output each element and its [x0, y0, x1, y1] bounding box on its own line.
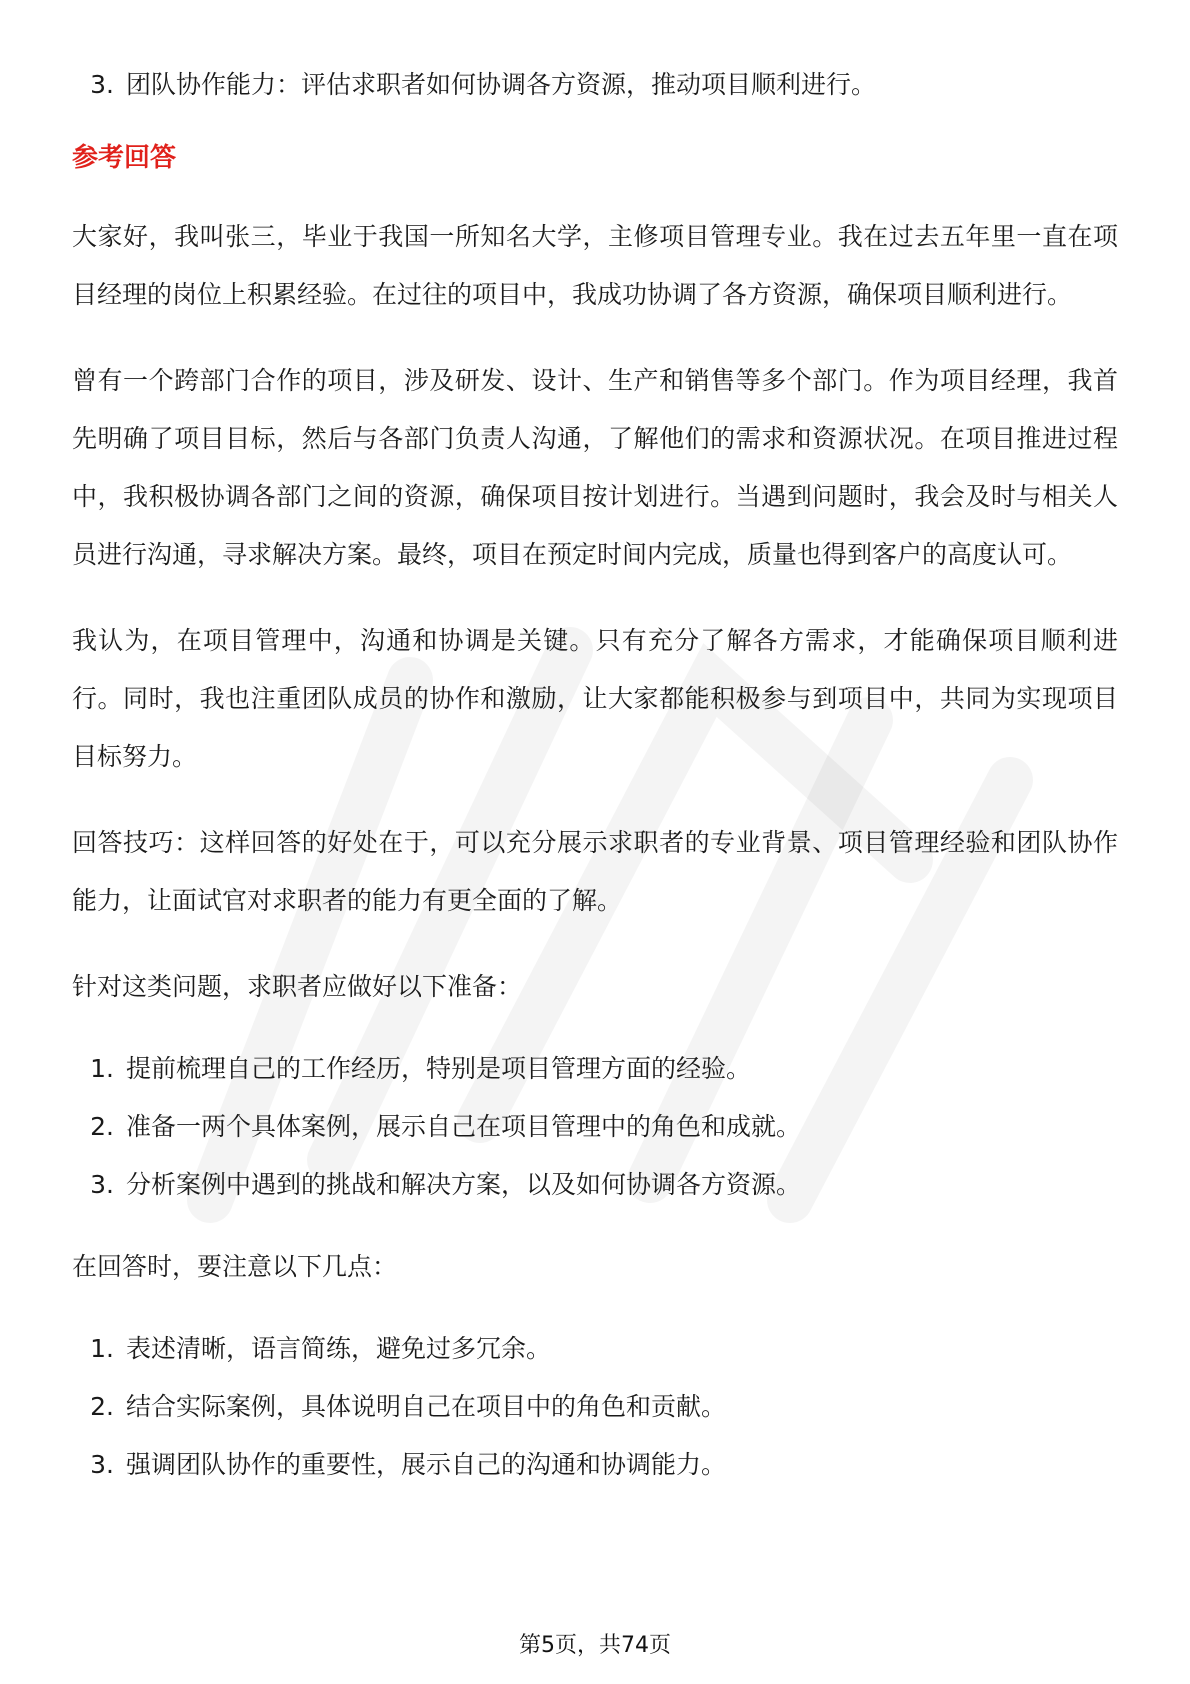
- list-number: 2.: [90, 1112, 114, 1141]
- prep-intro: 针对这类问题，求职者应做好以下准备：: [72, 972, 523, 1001]
- list-text: 结合实际案例，具体说明自己在项目中的角色和贡献。: [126, 1392, 727, 1421]
- list-number: 3.: [90, 1170, 114, 1199]
- list-number: 3.: [90, 70, 114, 99]
- list-text: 表述清晰，语言简练，避免过多冗余。: [126, 1334, 552, 1363]
- list-item: [72, 1320, 1118, 1378]
- list-number: 2.: [90, 1392, 114, 1421]
- top-list: [72, 56, 1118, 114]
- prep-list: [72, 1040, 1118, 1214]
- list-text: 准备一两个具体案例，展示自己在项目管理中的角色和成就。: [126, 1112, 802, 1141]
- list-text: 提前梳理自己的工作经历，特别是项目管理方面的经验。: [126, 1054, 752, 1083]
- section-heading: 参考回答: [72, 143, 177, 173]
- list-number: 1.: [90, 1334, 114, 1363]
- page-footer: 第5页，共74页: [519, 1633, 671, 1658]
- notes-list: [72, 1320, 1118, 1494]
- notes-intro: 在回答时，要注意以下几点：: [72, 1252, 398, 1281]
- paragraph-answer-tips: 回答技巧：这样回答的好处在于，可以充分展示求职者的专业背景、项目管理经验和团队协作能力，让面试官对求职者的能力有更全面的了解。: [72, 828, 1118, 915]
- list-item: [72, 1156, 1118, 1214]
- list-text: 强调团队协作的重要性，展示自己的沟通和协调能力。: [126, 1450, 727, 1479]
- list-item: [72, 1098, 1118, 1156]
- list-number: 1.: [90, 1054, 114, 1083]
- paragraph-opinion: 我认为，在项目管理中，沟通和协调是关键。只有充分了解各方需求，才能确保项目顺利进行。同时，我也注重团队成员的协作和激励，让大家都能积极参与到项目中，共同为实现项目目标努力。: [72, 626, 1118, 771]
- list-number: 3.: [90, 1450, 114, 1479]
- list-item: [72, 1436, 1118, 1494]
- list-item: [72, 1040, 1118, 1098]
- list-item: [72, 56, 1118, 114]
- list-text: 分析案例中遇到的挑战和解决方案，以及如何协调各方资源。: [126, 1170, 802, 1199]
- paragraph-intro: 大家好，我叫张三，毕业于我国一所知名大学，主修项目管理专业。我在过去五年里一直在项目经理的岗位上积累经验。在过往的项目中，我成功协调了各方资源，确保项目顺利进行。: [72, 222, 1118, 309]
- list-text: 团队协作能力：评估求职者如何协调各方资源，推动项目顺利进行。: [126, 70, 877, 99]
- paragraph-project-example: 曾有一个跨部门合作的项目，涉及研发、设计、生产和销售等多个部门。作为项目经理，我首先明确了项目目标，然后与各部门负责人沟通，了解他们的需求和资源状况。在项目推进过程中，我积极协调各部门之间的资源，确保项目按计划进行。当遇到问题时，我会及时与相关人员进行沟通，寻求解决方案。最终，项目在预定时间内完成，质量也得到客户的高度认可。: [72, 366, 1118, 569]
- document-content: [72, 56, 1118, 1518]
- list-item: [72, 1378, 1118, 1436]
